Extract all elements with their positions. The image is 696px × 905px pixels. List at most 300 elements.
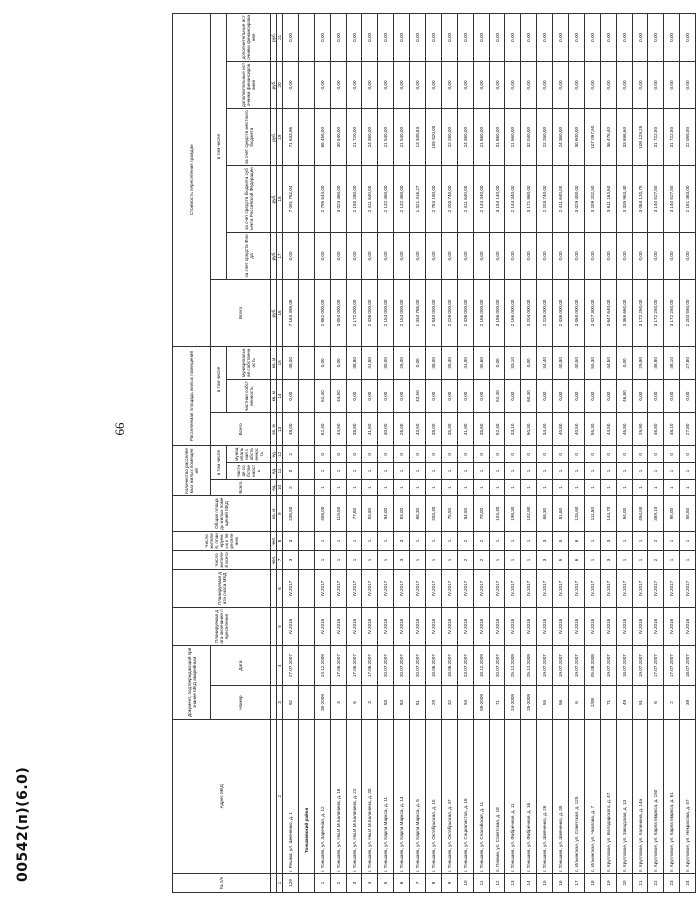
cell-cl: 33 696,60 — [616, 109, 632, 166]
cell-sp: 0,00 — [394, 379, 410, 412]
column-number-cell: 21 — [277, 14, 283, 62]
cell-qm: 0 — [537, 446, 553, 463]
region-empty-cell — [298, 109, 314, 166]
cell-dd: 19.07.2007 — [569, 645, 585, 685]
table-row — [346, 14, 362, 893]
cell-ce: 0,00 — [378, 61, 394, 109]
cell-cs: 2 411 640,00 — [553, 166, 569, 233]
cell-ce: 0,00 — [314, 61, 330, 109]
cell-pd: IV.2017 — [410, 569, 426, 607]
cell-sm: 0,00 — [521, 346, 537, 379]
cell-r2: 1 — [584, 531, 600, 550]
cell-n: 18 — [584, 874, 600, 893]
cell-sp: 0,00 — [600, 379, 616, 412]
cell-cs: 3 171 960,00 — [521, 166, 537, 233]
cell-cl: 22 260,00 — [537, 109, 553, 166]
cell-dd: 17.06.2007 — [346, 645, 362, 685]
cell-pr: IV.2016 — [441, 607, 457, 645]
cell-qp: 1 — [410, 463, 426, 480]
cell-cf: 0,00 — [648, 232, 664, 280]
table-row — [569, 14, 585, 893]
region-empty-cell — [298, 496, 314, 532]
cell-addr: п. Кругловое, ул. Карла Маркса, д. 150 — [648, 719, 664, 873]
table-row — [457, 14, 473, 893]
table-row — [648, 14, 664, 893]
table-row — [378, 14, 394, 893]
column-number-cell: 17 — [277, 232, 283, 280]
cell-dd: 19.07.2007 — [632, 645, 648, 685]
cell-cf: 0,00 — [346, 232, 362, 280]
column-number-cell: 5 — [277, 607, 283, 645]
table-row — [283, 14, 299, 893]
cell-r2: 1 — [410, 531, 426, 550]
cell-r2: 1 — [680, 531, 696, 550]
cell-n: 17 — [569, 874, 585, 893]
cell-sm: 34,40 — [537, 346, 553, 379]
column-number-cell: 2 — [277, 719, 283, 873]
cell-n: 11 — [473, 874, 489, 893]
cell-cl: 13 348,63 — [410, 109, 426, 166]
cell-dd: 17.06.2007 — [330, 645, 346, 685]
cell-qm: 0 — [394, 446, 410, 463]
cell-addr: г. Тоншаев, ул. Нм.И.М.Калинина, д. 16 — [330, 719, 346, 873]
cell-r1: 6 — [569, 550, 585, 569]
cell-n: 5 — [378, 874, 394, 893]
region-empty-cell — [298, 379, 314, 412]
cell-a: 119,50 — [330, 496, 346, 532]
table-row — [600, 14, 616, 893]
cell-qp: 1 — [600, 463, 616, 480]
cell-dn: 49 — [616, 686, 632, 719]
cell-sm: 0,00 — [489, 346, 505, 379]
table-row — [664, 14, 680, 893]
region-empty-cell — [298, 531, 314, 550]
table-row — [314, 14, 330, 893]
cell-ce2: 0,00 — [330, 14, 346, 62]
cell-a: 83,80 — [362, 496, 378, 532]
cell-sm: 38,80 — [346, 346, 362, 379]
cell-addr: п. Кругловое, ул. Некрасова, д. 57 — [680, 719, 696, 873]
cell-pr: IV.2016 — [489, 607, 505, 645]
cell-pr: IV.2016 — [537, 607, 553, 645]
header-cost-fund: за счет средств Фонда — [227, 232, 271, 280]
unit-cell: руб. — [271, 14, 277, 62]
cell-a: 494,00 — [632, 496, 648, 532]
table-row — [426, 14, 442, 893]
cell-a: 94,00 — [378, 496, 394, 532]
cell-r1: 1 — [664, 550, 680, 569]
cell-qp: 1 — [664, 463, 680, 480]
cell-addr: с. Ильинское, ул. Чкалова, д. 7 — [584, 719, 600, 873]
cell-s: 29,90 — [632, 413, 648, 446]
cell-dd: 25.12.2009 — [505, 645, 521, 685]
cell-sp: 43,50 — [410, 379, 426, 412]
cell-s: 40,50 — [569, 413, 585, 446]
table-row — [680, 14, 696, 893]
cell-r1: 2 — [457, 550, 473, 569]
cell-s: 30,00 — [378, 413, 394, 446]
column-number-cell: 15 — [277, 346, 283, 379]
unit-cell: ед. — [271, 479, 277, 496]
cell-r2: 2 — [648, 531, 664, 550]
cell-cs: 3 023 460,00 — [330, 166, 346, 233]
cell-pd: IV.2017 — [648, 569, 664, 607]
cell-pr: IV.2016 — [521, 607, 537, 645]
cell-s: 44,50 — [600, 413, 616, 446]
cell-ce2: 0,00 — [441, 14, 457, 62]
cell-qm: 0 — [648, 446, 664, 463]
cell-dd: 20.07.2007 — [410, 645, 426, 685]
cell-dd: 18.07.2007 — [680, 645, 696, 685]
cell-cs: 2 150 280,00 — [346, 166, 362, 233]
cell-r2: 1 — [441, 531, 457, 550]
header-planned-resettle: Планируемая дата окончания переселения — [173, 607, 271, 645]
cell-s: 55,30 — [584, 413, 600, 446]
header-area-total: Общая площадь жилых помещений МКД — [173, 496, 271, 532]
table-row — [362, 14, 378, 893]
header-doc-number: Номер — [211, 686, 271, 719]
table-row — [584, 14, 600, 893]
cell-q: 1 — [362, 479, 378, 496]
cell-ce: 0,00 — [648, 61, 664, 109]
cell-addr: г. Тоншаев, ул. Шевченко, д. 35 — [553, 719, 569, 873]
cell-n: 4 — [362, 874, 378, 893]
cell-ce: 0,00 — [394, 61, 410, 109]
cell-r2: 1 — [378, 531, 394, 550]
cell-sp: 0,00 — [441, 379, 457, 412]
cell-pd: IV.2017 — [426, 569, 442, 607]
header-doc-date: Дата — [211, 645, 271, 685]
cell-ce: 0,00 — [600, 61, 616, 109]
cell-pd: IV.2017 — [632, 569, 648, 607]
cell-dn: 4 — [330, 686, 346, 719]
cell-qp: 1 — [457, 463, 473, 480]
cell-qm: 0 — [584, 446, 600, 463]
column-number-cell: 13 — [277, 413, 283, 446]
cell-cf: 0,00 — [489, 232, 505, 280]
cell-pr: IV.2016 — [394, 607, 410, 645]
cell-ce2: 0,00 — [426, 14, 442, 62]
region-empty-cell — [298, 550, 314, 569]
cell-pd: IV.2017 — [521, 569, 537, 607]
cell-dn: 6 — [648, 686, 664, 719]
region-empty-cell — [298, 280, 314, 347]
cell-cl: 32 040,00 — [521, 109, 537, 166]
cell-ce2: 0,00 — [473, 14, 489, 62]
cell-pr: IV.2016 — [283, 607, 299, 645]
cell-r1: 1 — [410, 550, 426, 569]
cell-qm: 2 — [283, 446, 299, 463]
region-name: Тоншаевский район — [298, 719, 314, 873]
cell-pr: IV.2016 — [314, 607, 330, 645]
cell-r1: 1 — [489, 550, 505, 569]
cell-dn: 71 — [489, 686, 505, 719]
cell-qp: 1 — [426, 463, 442, 480]
table-row — [410, 14, 426, 893]
header-doc-group: Документ, подтверждающий признание МКД аварийным — [173, 645, 211, 719]
cell-pr: IV.2016 — [346, 607, 362, 645]
cell-qp: 1 — [553, 463, 569, 480]
cell-cf: 0,00 — [410, 232, 426, 280]
cell-a: 77,60 — [346, 496, 362, 532]
header-rooms-total: Всего — [211, 479, 271, 496]
cell-c: 2 154 000,00 — [378, 280, 394, 347]
cell-addr: г. Тоншаев, ул. Нм.И.М.Калинина, д. 30 — [362, 719, 378, 873]
cell-q: 1 — [489, 479, 505, 496]
cell-sm: 29,90 — [632, 346, 648, 379]
cell-c: 2 166 000,00 — [473, 280, 489, 347]
cell-a: 94,00 — [616, 496, 632, 532]
header-num: № п/п — [173, 874, 271, 893]
cell-dn: 94 — [457, 686, 473, 719]
header-cost-group: Стоимость переселения граждан — [173, 14, 211, 347]
cell-addr: г. Решма, ул. Шевченко, д. 1 — [283, 719, 299, 873]
cell-r2: 1 — [664, 531, 680, 550]
cell-pr: IV.2016 — [648, 607, 664, 645]
cell-pd: IV.2017 — [537, 569, 553, 607]
cell-qp: 1 — [648, 463, 664, 480]
cell-cl: 21 540,00 — [394, 109, 410, 166]
cell-sp: 0,00 — [537, 379, 553, 412]
cell-ce: 0,00 — [537, 61, 553, 109]
cell-ce: 0,00 — [632, 61, 648, 109]
cell-pd: IV.2017 — [362, 569, 378, 607]
cell-dd: 19.07.2007 — [600, 645, 616, 685]
column-number-cell: 9 — [277, 496, 283, 532]
cell-cl: 21 720,00 — [346, 109, 362, 166]
header-area-total2: Всего — [211, 413, 271, 446]
cell-cl: 155 820,00 — [426, 109, 442, 166]
cell-dn: 6 — [569, 686, 585, 719]
header-cost-extra2: дополнительные источники финансирования — [227, 14, 271, 62]
table-row — [505, 14, 521, 893]
unit-cell: чел. — [271, 550, 277, 569]
cell-q: 2 — [283, 479, 299, 496]
cell-qm: 0 — [457, 446, 473, 463]
column-number-cell: 3 — [277, 686, 283, 719]
cell-qm: 0 — [521, 446, 537, 463]
cell-pr: IV.2016 — [378, 607, 394, 645]
cell-r1: 3 — [283, 550, 299, 569]
column-number-cell: 1 — [277, 874, 283, 893]
header-rooms-group: Количество расселяемых жилых помещений — [173, 446, 211, 496]
cell-q: 1 — [410, 479, 426, 496]
cell-qm: 0 — [426, 446, 442, 463]
cell-q: 1 — [632, 479, 648, 496]
cell-cf: 0,00 — [473, 232, 489, 280]
cell-a: 198,30 — [505, 496, 521, 532]
cell-qp: 1 — [330, 463, 346, 480]
unit-cell: чел. — [271, 531, 277, 550]
cell-cs: 2 132 460,00 — [394, 166, 410, 233]
cell-cs: 2 144 340,00 — [473, 166, 489, 233]
cell-qp: 1 — [537, 463, 553, 480]
cell-c: 2 226 000,00 — [537, 280, 553, 347]
cell-sm: 26,00 — [394, 346, 410, 379]
cell-dd: 24.12.2009 — [314, 645, 330, 685]
cell-pd: IV.2017 — [600, 569, 616, 607]
cell-n: 1 — [314, 874, 330, 893]
cell-pd: IV.2017 — [314, 569, 330, 607]
cell-addr: с. Ильинское, ул. Советская, д. 125 — [569, 719, 585, 873]
cell-cs: 3 611 163,60 — [600, 166, 616, 233]
cell-sp: 0,00 — [473, 379, 489, 412]
cell-dn: 81 — [410, 686, 426, 719]
cell-dd: 17.07.2007 — [648, 645, 664, 685]
header-cost-incl: в том числе — [211, 14, 227, 280]
column-number-cell: 4 — [277, 645, 283, 685]
cell-q: 1 — [569, 479, 585, 496]
cell-r2: 1 — [346, 531, 362, 550]
cell-pr: IV.2016 — [680, 607, 696, 645]
region-empty-cell — [298, 479, 314, 496]
cell-sp: 46,80 — [616, 379, 632, 412]
cell-a: 102,80 — [521, 496, 537, 532]
cell-dd: 17.06.2007 — [362, 645, 378, 685]
cell-qm: 0 — [505, 446, 521, 463]
column-number-cell: 10 — [277, 479, 283, 496]
cell-cl: 31 722,50 — [664, 109, 680, 166]
table-row — [489, 14, 505, 893]
cell-r2: 6 — [569, 531, 585, 550]
cell-addr: г. Тоншаев, ул. Нм.И.М.Калинина, д. 22 — [346, 719, 362, 873]
cell-pr: IV.2016 — [362, 607, 378, 645]
cell-qm: 0 — [569, 446, 585, 463]
cell-q: 1 — [648, 479, 664, 496]
cell-q: 1 — [441, 479, 457, 496]
column-number-cell: 14 — [277, 379, 283, 412]
region-empty-cell — [298, 413, 314, 446]
cell-sm: 0,00 — [410, 346, 426, 379]
cell-cf: 0,00 — [569, 232, 585, 280]
cell-s: 48,10 — [664, 413, 680, 446]
cell-ce: 0,00 — [489, 61, 505, 109]
cell-sm: 41,60 — [362, 346, 378, 379]
column-number-cell: 18 — [277, 166, 283, 233]
cell-cf: 0,00 — [330, 232, 346, 280]
cell-a: 68,30 — [537, 496, 553, 532]
table-row — [521, 14, 537, 893]
cell-cl: 31 860,00 — [489, 109, 505, 166]
cell-cl: 24 360,00 — [457, 109, 473, 166]
cell-n: 12 — [489, 874, 505, 893]
cell-sm: 55,30 — [584, 346, 600, 379]
cell-addr: г. Тоншаев, ул. Октябрьская, д. 47 — [441, 719, 457, 873]
cell-q: 1 — [521, 479, 537, 496]
cell-sp: 0,00 — [426, 379, 442, 412]
cell-r2: 1 — [314, 531, 330, 550]
cell-sm: 41,90 — [457, 346, 473, 379]
cell-r1: 2 — [648, 550, 664, 569]
region-empty-cell — [298, 607, 314, 645]
cell-dn: 32 — [441, 686, 457, 719]
cell-r2: 1 — [521, 531, 537, 550]
cell-dn: 3 — [362, 686, 378, 719]
cell-dn: 91 — [632, 686, 648, 719]
cell-qp: 1 — [394, 463, 410, 480]
cell-pr: IV.2016 — [457, 607, 473, 645]
cell-sm: 35,30 — [441, 346, 457, 379]
cell-cf: 0,00 — [616, 232, 632, 280]
cell-pr: IV.2016 — [330, 607, 346, 645]
cell-cf: 0,00 — [600, 232, 616, 280]
cell-cf: 0,00 — [553, 232, 569, 280]
cell-r1: 1 — [616, 550, 632, 569]
cell-ce: 0,00 — [505, 61, 521, 109]
cell-a: 68,30 — [410, 496, 426, 532]
cell-r2: 3 — [537, 531, 553, 550]
cell-ce2: 0,00 — [680, 14, 696, 62]
cell-r1: 1 — [680, 550, 696, 569]
cell-cl: 22 260,00 — [441, 109, 457, 166]
cell-qp: 1 — [473, 463, 489, 480]
cell-c: 3 060 000,00 — [569, 280, 585, 347]
cell-r1: 1 — [505, 550, 521, 569]
unit-cell: ед. — [271, 463, 277, 480]
cell-r1: 1 — [584, 550, 600, 569]
cell-ce2: 0,00 — [489, 14, 505, 62]
cell-a: 84,50 — [457, 496, 473, 532]
cell-q: 1 — [378, 479, 394, 496]
cell-r1: 3 — [394, 550, 410, 569]
cell-c: 3 027 300,00 — [584, 280, 600, 347]
cell-dd: 18.06.2007 — [426, 645, 442, 685]
cell-pd: IV.2017 — [394, 569, 410, 607]
cell-cf: 0,00 — [394, 232, 410, 280]
cell-r2: 3 — [394, 531, 410, 550]
cell-n: 129 — [283, 874, 299, 893]
cell-r1: 1 — [521, 550, 537, 569]
table-row — [632, 14, 648, 893]
cell-ce2: 0,00 — [283, 14, 299, 62]
cell-a: 83,00 — [394, 496, 410, 532]
cell-qm: 0 — [410, 446, 426, 463]
cell-pd: IV.2017 — [457, 569, 473, 607]
table-row — [553, 14, 569, 893]
cell-dn: 35-2009 — [314, 686, 330, 719]
region-empty-cell — [298, 14, 314, 62]
table-body — [283, 14, 696, 893]
column-number-cell: 19 — [277, 109, 283, 166]
cell-ce2: 0,00 — [505, 14, 521, 62]
cell-ce2: 0,00 — [537, 14, 553, 62]
cell-pr: IV.2016 — [553, 607, 569, 645]
cell-cs: 1 321 416,27 — [410, 166, 426, 233]
cell-cl: 30 600,00 — [569, 109, 585, 166]
cell-ce: 0,00 — [569, 61, 585, 109]
cell-sp: 0,00 — [680, 379, 696, 412]
region-empty-cell — [298, 346, 314, 379]
cell-c: 3 172 250,00 — [632, 280, 648, 347]
cell-cl: 21 540,00 — [378, 109, 394, 166]
header-cost-total: Всего — [211, 280, 271, 347]
cell-ce: 0,00 — [680, 61, 696, 109]
cell-n: 20 — [616, 874, 632, 893]
cell-sm: 38,00 — [426, 346, 442, 379]
unit-cell: кв. м — [271, 413, 277, 446]
header-area-private: частная собственность — [227, 379, 271, 412]
cell-addr: г. Тоншаев, ул. Спасийская, д. 11 — [473, 719, 489, 873]
header-cost-extra: дополнительные источники финансирования — [227, 61, 271, 109]
cell-dd: 23.07.2007 — [457, 645, 473, 685]
cell-pd: IV.2017 — [346, 569, 362, 607]
cell-addr: г. Тоншаев, ул. Октябрьская, д. 15 — [426, 719, 442, 873]
cell-addr: г. Тоншаев, ул. Шевченко, д. 26 — [537, 719, 553, 873]
cell-cf: 0,00 — [426, 232, 442, 280]
cell-addr: г. Тоншаев, ул. Карла Маркса, д. 5 — [410, 719, 426, 873]
cell-dn: 6 — [346, 686, 362, 719]
cell-qp: 1 — [569, 463, 585, 480]
